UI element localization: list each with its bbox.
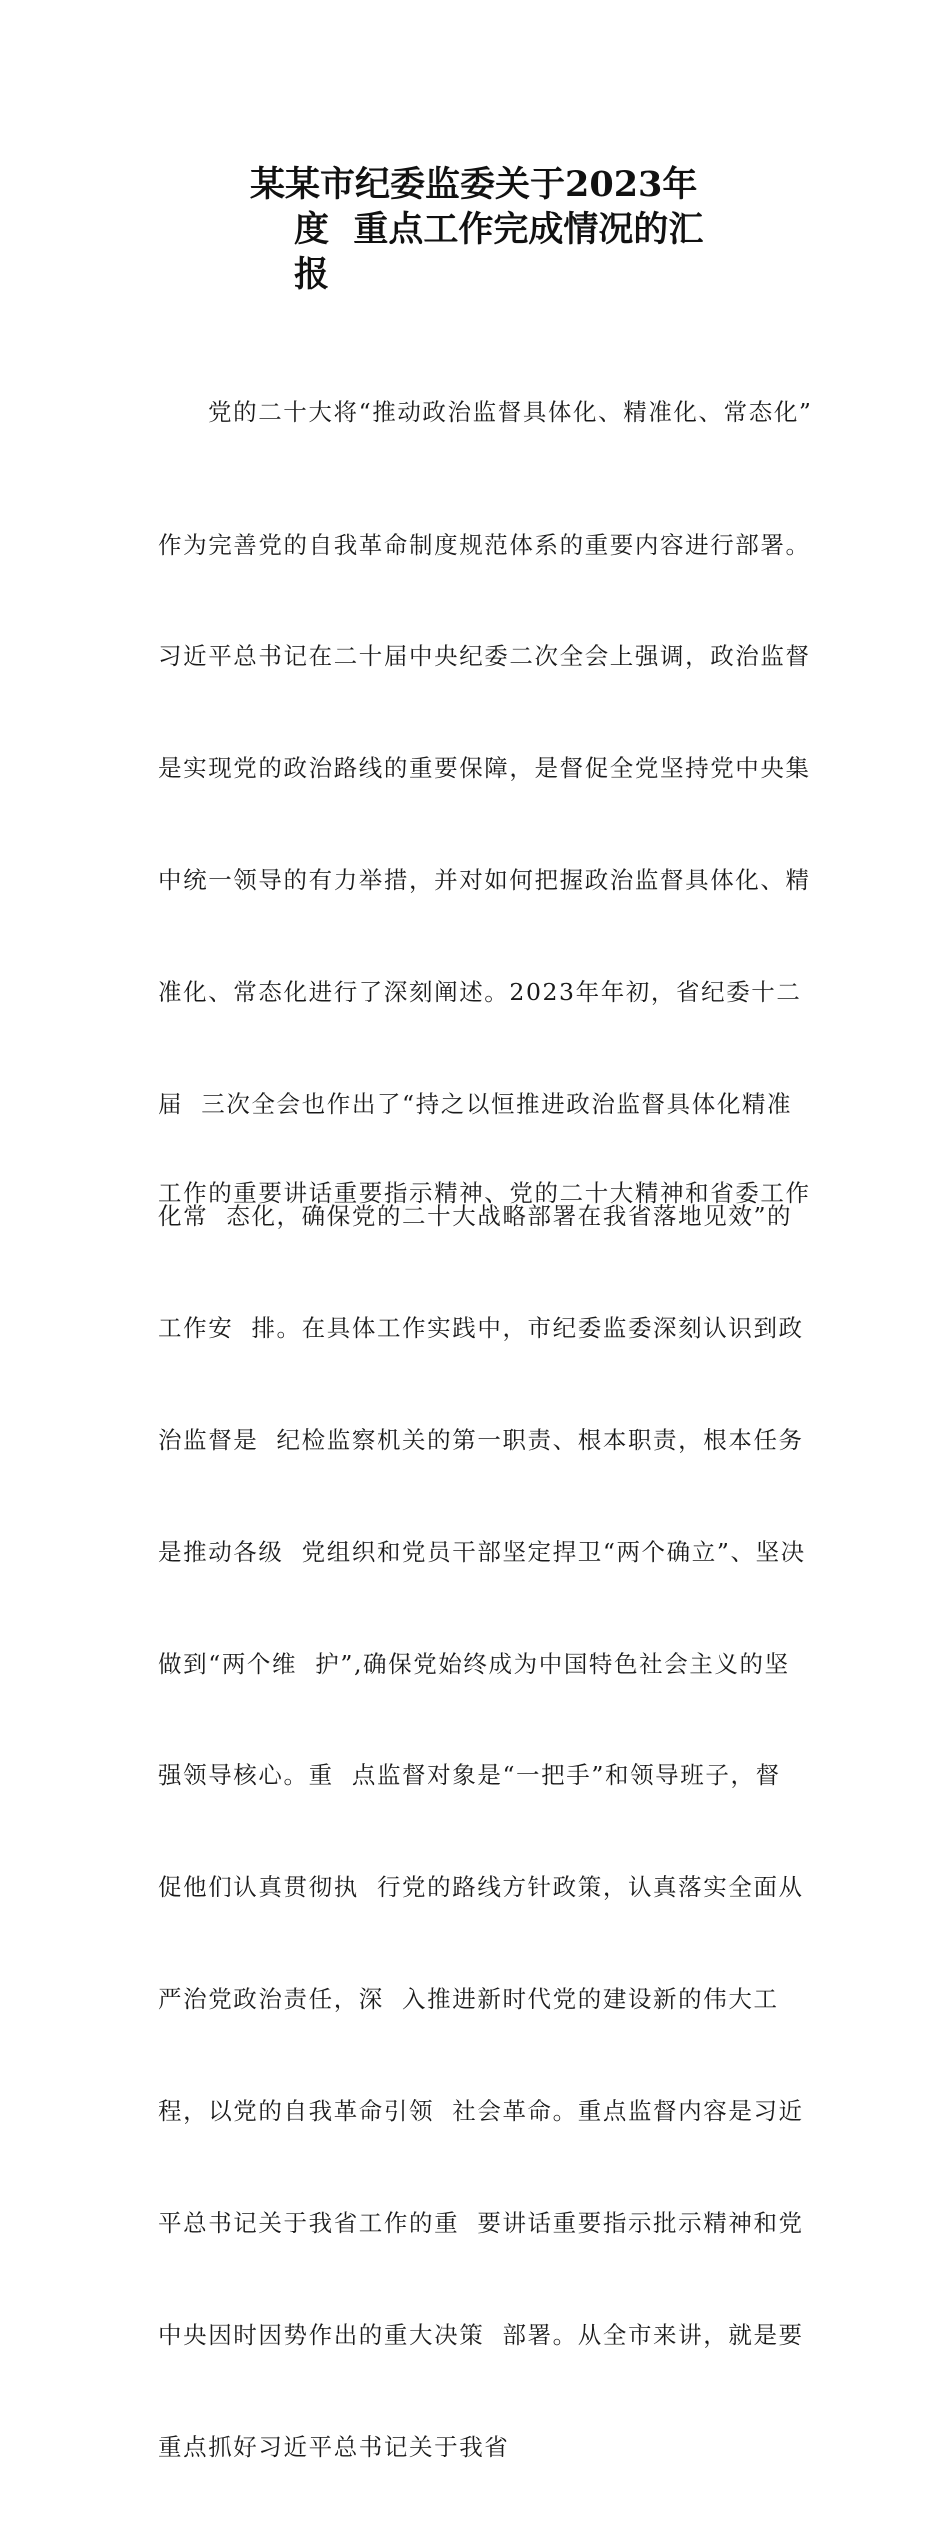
body-line: 严治党政治责任，深 入推进新时代党的建设新的伟大工	[158, 1985, 779, 2014]
body-line: 准化、常态化进行了深刻阐述。2023年年初，省纪委十二	[158, 978, 802, 1007]
body-line: 程，以党的自我革命引领 社会革命。重点监督内容是习近	[158, 2097, 804, 2126]
body-line: 强领导核心。重 点监督对象是“一把手”和领导班子，督	[158, 1761, 781, 1790]
paragraph-last-line: 工作的重要讲话重要指示精神、党的二十大精神和省委工作	[158, 1179, 811, 1207]
body-line: 作为完善党的自我革命制度规范体系的重要内容进行部署。	[158, 530, 811, 559]
body-line: 习近平总书记在二十届中央纪委二次全会上强调，政治监督	[158, 642, 811, 671]
body-line: 治监督是 纪检监察机关的第一职责、根本职责，根本任务	[158, 1425, 804, 1454]
body-line: 届 三次全会也作出了“持之以恒推进政治监督具体化精准	[158, 1090, 793, 1119]
body-line: 平总书记关于我省工作的重 要讲话重要指示批示精神和党	[158, 2208, 804, 2237]
body-line: 是实现党的政治路线的重要保障，是督促全党坚持党中央集	[158, 754, 811, 783]
body-line: 做到“两个维 护”,确保党始终成为中国特色社会主义的坚	[158, 1649, 790, 1678]
body-paragraph	[158, 452, 811, 2541]
title-line-1: 某某市纪委监委关于2023年	[250, 164, 698, 205]
document-title	[250, 162, 730, 297]
paragraph-first-line: 党的二十大将“推动政治监督具体化、精准化、常态化”	[208, 398, 813, 426]
body-line: 重点抓好习近平总书记关于我省	[158, 2432, 510, 2461]
body-line: 促他们认真贯彻执 行党的路线方针政策，认真落实全面从	[158, 1873, 804, 1902]
body-line: 工作安 排。在具体工作实践中，市纪委监委深刻认识到政	[158, 1313, 804, 1342]
title-line-3: 报	[294, 254, 330, 295]
body-line: 中统一领导的有力举措，并对如何把握政治监督具体化、精	[158, 866, 811, 895]
body-line: 中央因时因势作出的重大决策 部署。从全市来讲，就是要	[158, 2320, 804, 2349]
title-line-2: 度 重点工作完成情况的汇	[294, 209, 704, 250]
body-line: 化常 态化，确保党的二十大战略部署在我省落地见效”的	[158, 1201, 793, 1230]
body-line: 是推动各级 党组织和党员干部坚定捍卫“两个确立”、坚决	[158, 1537, 806, 1566]
